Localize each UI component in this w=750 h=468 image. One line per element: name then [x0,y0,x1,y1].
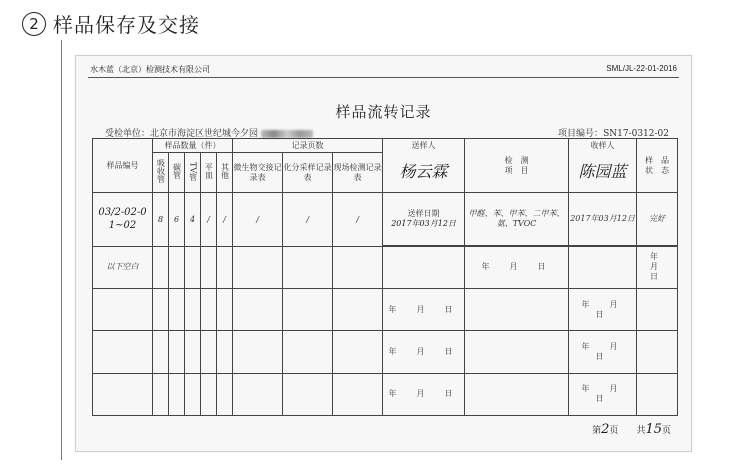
page-number: 第2页 共15页 [592,422,671,437]
qty-absorption: 8 [153,193,169,246]
pages-chem: / [283,193,333,246]
receiver-signature: 陈园蓝 [569,153,637,193]
header-sample-id: 样品编号 [93,139,153,193]
receive-date-blank: 年 月 日 [569,373,637,415]
sample-id-cell [93,193,153,246]
unit-label: 受检单位： [105,129,151,139]
receive-date-blank: 年 月 日 [637,246,678,288]
header-field-test-record: 现场检测记录表 [333,153,383,193]
page-current: 2 [601,422,610,437]
receive-date-blank: 年 月 日 [569,331,637,373]
blank-note: 以下空白 [93,246,153,288]
form-title: 样品流转记录 [335,103,432,121]
send-date-blank: 年 月 日 [465,246,569,288]
section-number: 2 [22,12,46,36]
transfer-table [92,138,678,416]
table-row [93,373,678,415]
table-row [93,193,678,245]
send-date-cell [383,193,465,245]
header-petri-dish: 平皿 [204,163,214,180]
project-value: SN17-0312-02 [603,129,669,139]
table-row [93,289,678,331]
table-row [93,331,678,373]
section-heading [22,9,200,38]
project-label: 项目编号： [558,129,604,139]
header-status: 样 品 状 态 [637,139,678,193]
sample-id: 03/2-02-01~02 [98,207,147,231]
send-date: 2017年03月12日 [391,219,456,229]
header-record-pages: 记录页数 [233,139,383,153]
pages-microbe: / [233,193,283,246]
receive-date-blank: 年 月 日 [569,289,637,331]
receive-date: 2017年03月12日 [569,193,637,245]
header-tv-tube: TV管 [188,161,198,181]
header-microbe-record: 微生物交接记录表 [233,153,283,193]
qty-carbon: 6 [169,193,185,246]
unit-value: 北京市海淀区世纪城今夕园 [150,129,259,139]
send-date-blank: 年 月 日 [383,331,465,373]
sample-transfer-form [75,55,692,452]
send-date-blank: 年 月 日 [383,289,465,331]
sample-status: 完好 [637,193,678,245]
test-items: 甲醛、苯、甲苯、二甲苯、氨、TVOC [465,193,569,245]
redacted-address [261,130,313,138]
send-date-blank: 年 月 日 [383,373,465,415]
header-carbon-tube: 碳管 [172,163,182,180]
header-receiver: 收样人 [569,139,637,153]
qty-petri: / [201,193,217,246]
header-other: 其他 [220,163,230,180]
header-test-items: 检 测 项 目 [465,139,569,193]
decorative-vertical-line [61,40,62,460]
pages-field: / [333,193,383,246]
section-title: 样品保存及交接 [53,13,200,37]
header-sender: 送样人 [383,139,465,153]
document-number: SML/JL-22-01-2016 [606,64,677,73]
company-name: 水木蓝（北京）检测技术有限公司 [90,65,210,74]
qty-tv: 4 [185,193,201,246]
sender-signature: 杨云霖 [383,153,465,193]
send-date-label: 送样日期 [407,209,440,219]
page-total: 15 [645,422,662,437]
qty-other: / [217,193,233,246]
table-row [93,246,678,288]
header-chem-sampling-record: 化分采样记录表 [283,153,333,193]
header-absorption-tube: 吸收管 [156,159,166,184]
header-quantity: 样品数量（件） [153,139,233,153]
header-rule [88,77,679,78]
